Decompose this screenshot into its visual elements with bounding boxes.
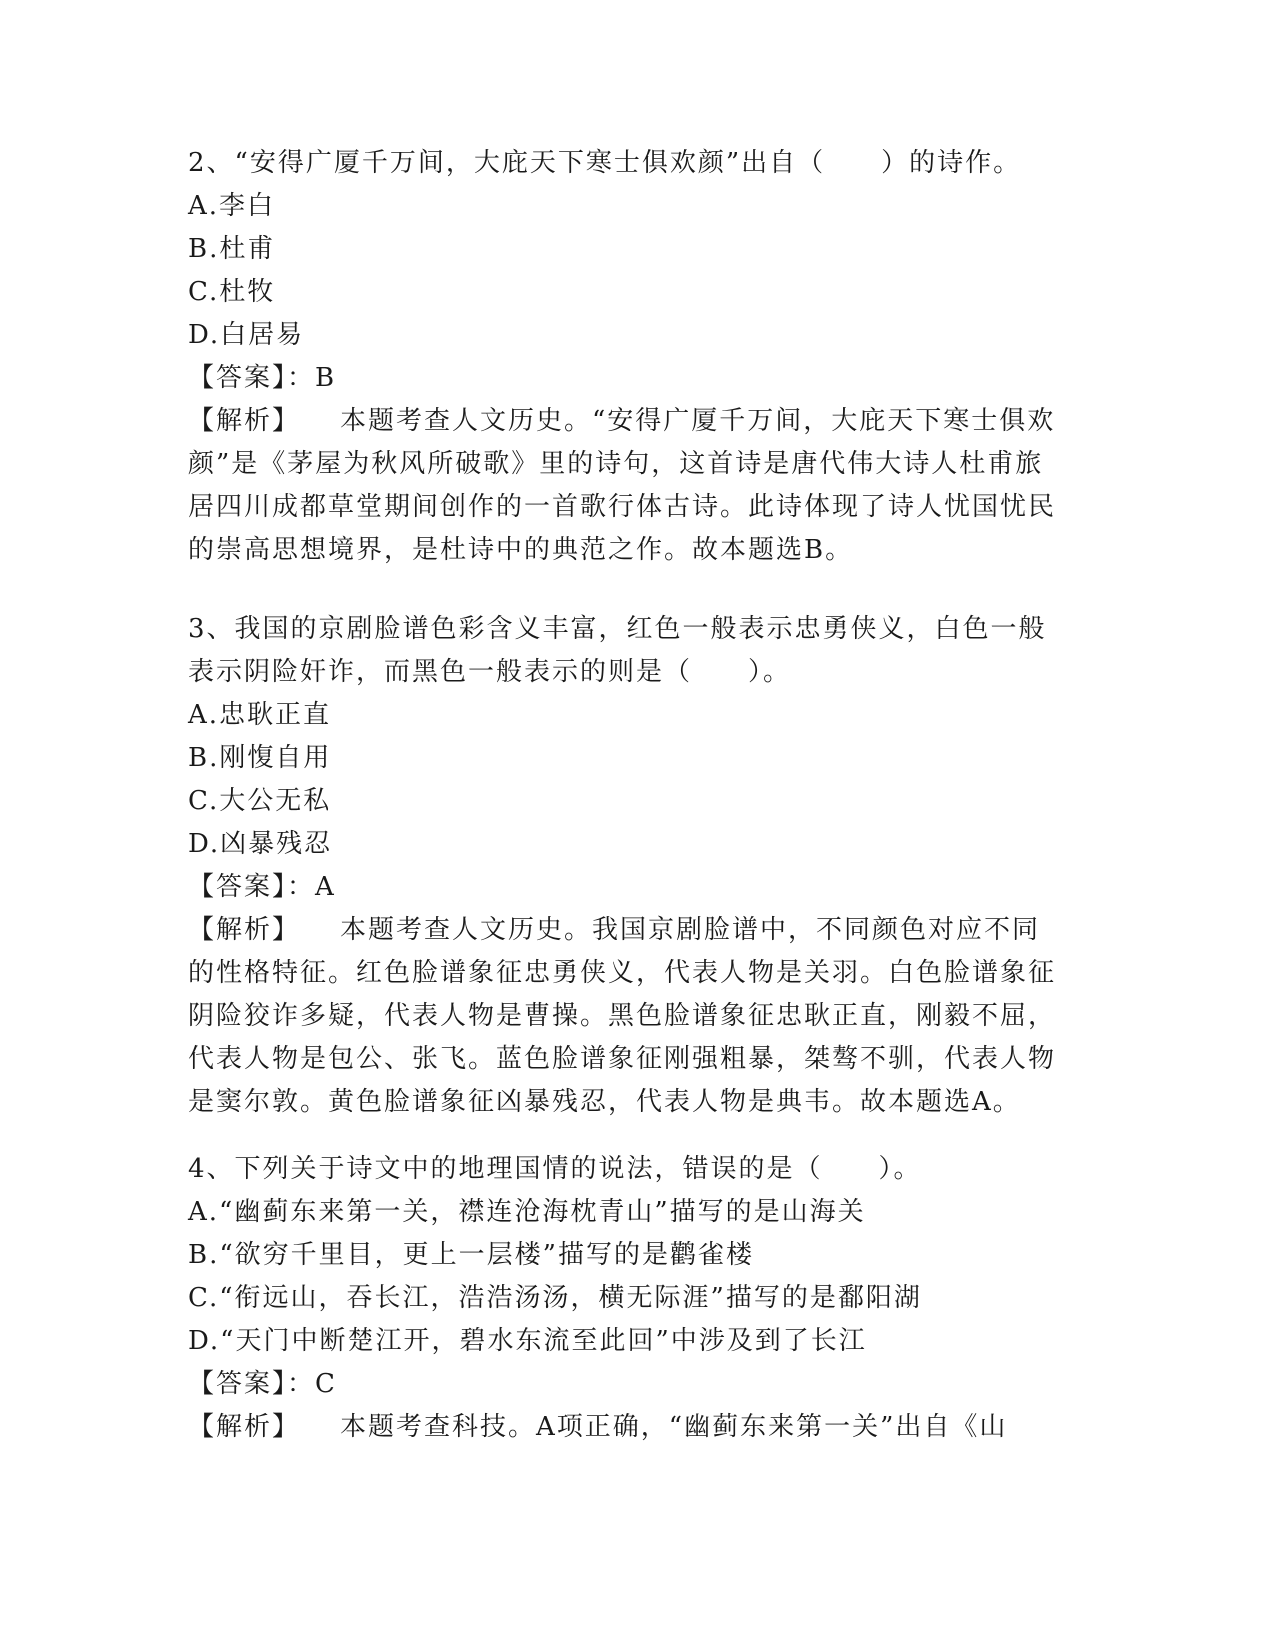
explanation — [188, 400, 1068, 572]
explanation-label: 【解析】 — [188, 915, 301, 945]
option-d: D.凶暴残忍 — [188, 829, 333, 859]
answer-value: B — [315, 363, 337, 393]
option-a: A.“幽蓟东来第一关，襟连沧海枕青山”描写的是山海关 — [188, 1197, 866, 1227]
explanation-label: 【解析】 — [188, 1412, 301, 1442]
question-stem: 4、下列关于诗文中的地理国情的说法，错误的是（ ）。 — [188, 1154, 922, 1184]
explanation — [188, 1406, 1068, 1449]
option-b: B.刚愎自用 — [188, 743, 332, 773]
answer-label: 【答案】： — [188, 363, 316, 393]
option-c: C.大公无私 — [188, 786, 332, 816]
question-3 — [188, 608, 1068, 1124]
explanation-label: 【解析】 — [188, 406, 301, 436]
answer-value: A — [315, 872, 336, 902]
explanation-text: 本题考查人文历史。我国京剧脸谱中，不同颜色对应不同的性格特征。红色脸谱象征忠勇侠义，代表人物是关羽。白色脸谱象征阴险狡诈多疑，代表人物是曹操。黑色脸谱象征忠耿正直，刚毅不屈，代表人物是包公、张飞。蓝色脸谱象征刚强粗暴，桀骜不驯，代表人物是窦尔敦。黄色脸谱象征凶暴残忍，代表人物是典韦。故本题选A。 — [188, 915, 1057, 1117]
answer-label: 【答案】： — [188, 1369, 316, 1399]
explanation — [188, 909, 1068, 1124]
option-b: B.“欲穷千里目，更上一层楼”描写的是鹳雀楼 — [188, 1240, 754, 1270]
option-d: D.白居易 — [188, 320, 305, 350]
answer-line — [188, 357, 1068, 400]
explanation-text: 本题考查人文历史。“安得广厦千万间，大庇天下寒士俱欢颜”是《茅屋为秋风所破歌》里的诗句，这首诗是唐代伟大诗人杜甫旅居四川成都草堂期间创作的一首歌行体古诗。此诗体现了诗人忧国忧民的崇高思想境界，是杜诗中的典范之作。故本题选B。 — [188, 406, 1057, 565]
option-a: A.忠耿正直 — [188, 700, 332, 730]
option-d: D.“天门中断楚江开，碧水东流至此回”中涉及到了长江 — [188, 1326, 867, 1356]
option-c: C.杜牧 — [188, 277, 276, 307]
question-4 — [188, 1148, 1068, 1449]
explanation-text: 本题考查科技。A项正确，“幽蓟东来第一关”出自《山 — [340, 1412, 1008, 1442]
question-stem: 2、“安得广厦千万间，大庇天下寒士俱欢颜”出自（ ）的诗作。 — [188, 148, 1022, 178]
option-c: C.“衔远山，吞长江，浩浩汤汤，横无际涯”描写的是鄱阳湖 — [188, 1283, 922, 1313]
option-a: A.李白 — [188, 191, 276, 221]
answer-label: 【答案】： — [188, 872, 316, 902]
answer-line — [188, 866, 1068, 909]
option-b: B.杜甫 — [188, 234, 276, 264]
answer-line — [188, 1363, 1068, 1406]
question-2 — [188, 142, 1068, 572]
answer-value: C — [315, 1369, 337, 1399]
question-stem: 3、我国的京剧脸谱色彩含义丰富，红色一般表示忠勇侠义，白色一般表示阴险奸诈，而黑色一般表示的则是（ ）。 — [188, 614, 1047, 687]
